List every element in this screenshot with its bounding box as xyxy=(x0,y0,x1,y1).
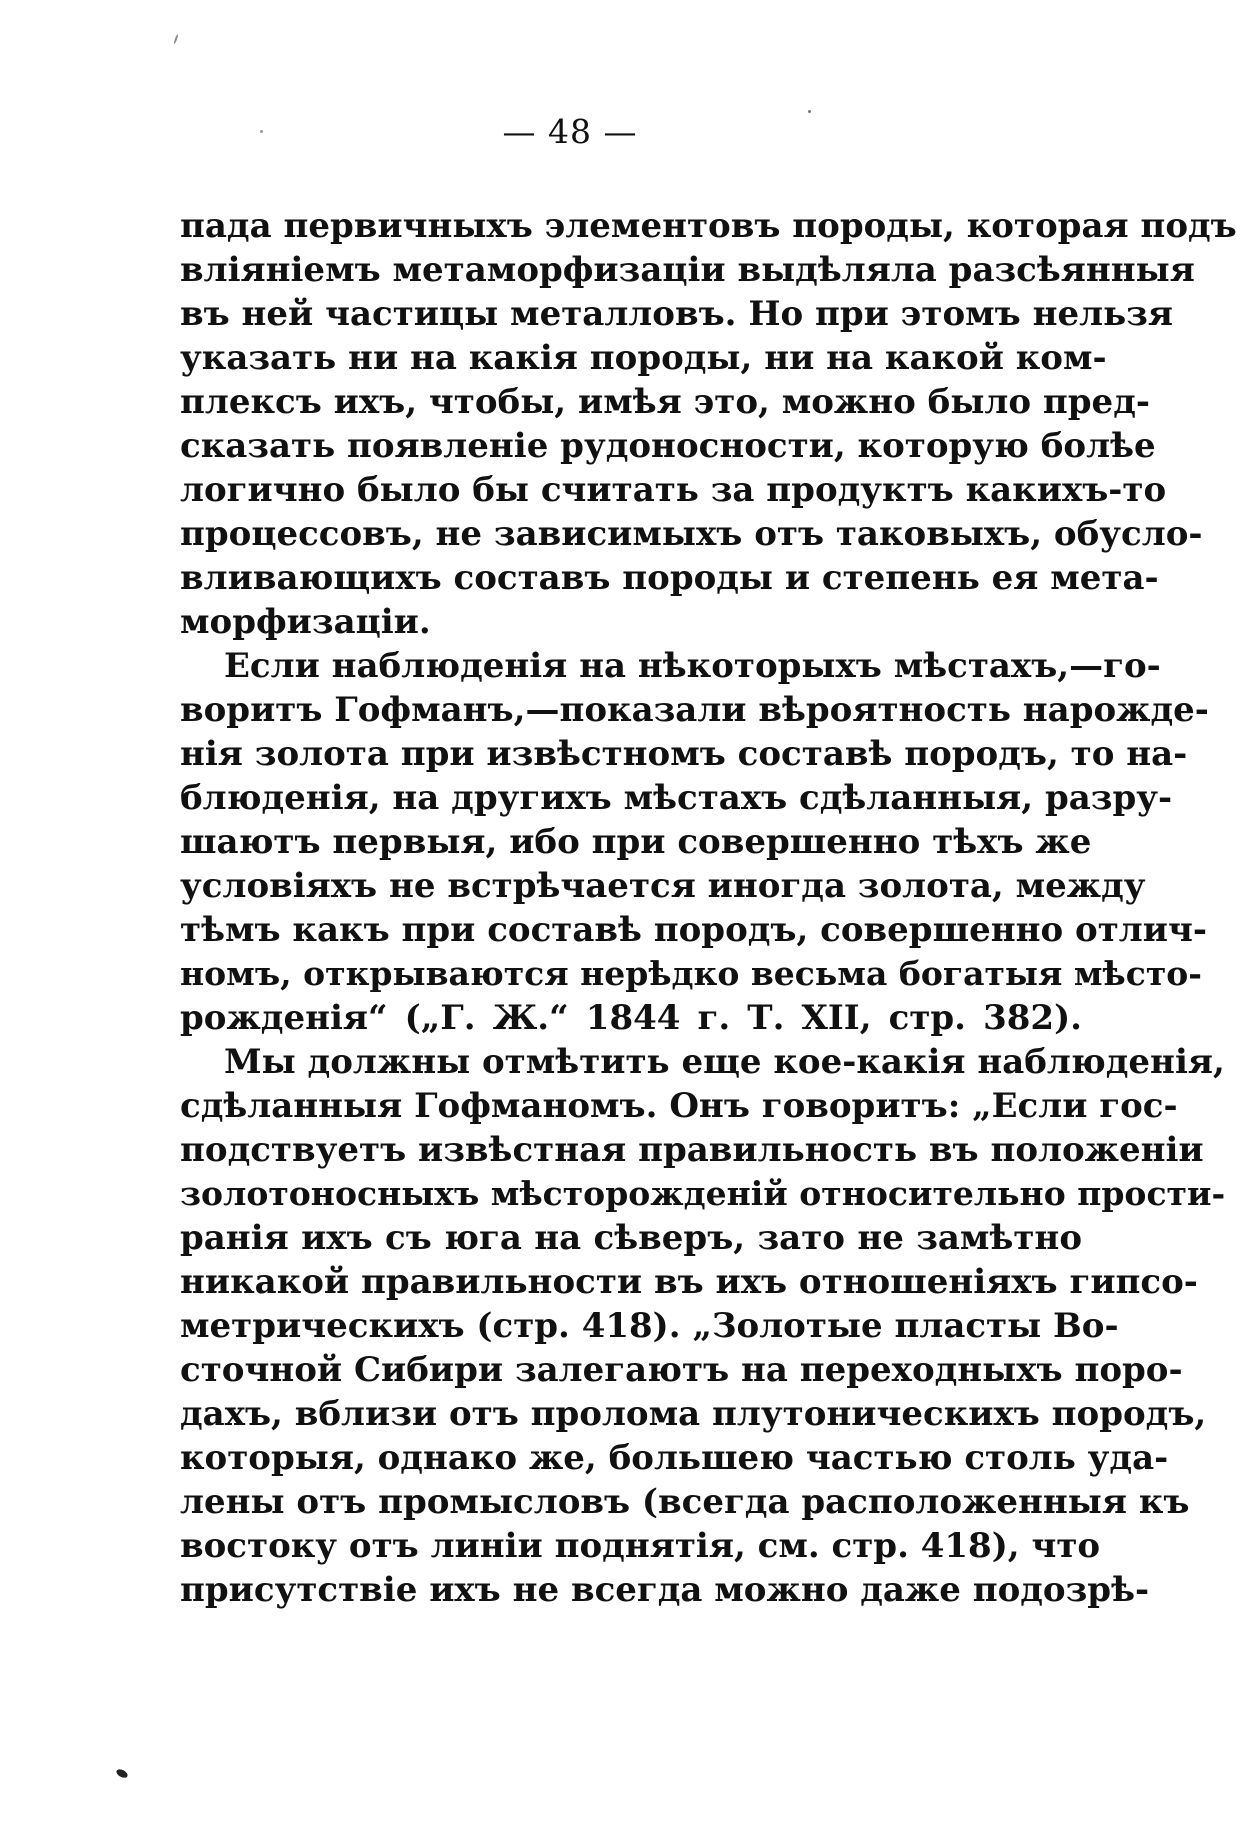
text-line: указать ни на какія породы, ни на какой ком- xyxy=(180,338,1107,378)
text-line: рожденія“ („Г. Ж.“ 1844 г. Т. XII, стр. 382). xyxy=(180,998,1082,1038)
text-line: въ ней частицы металловъ. Но при этомъ нельзя xyxy=(180,294,1173,334)
text-line: условіяхъ не встрѣчается иногда золота, между xyxy=(180,866,1146,906)
text-line: морфизаціи. xyxy=(180,602,431,642)
ink-speck xyxy=(115,1768,129,1780)
ink-speck xyxy=(260,130,263,133)
text-line: шаютъ первыя, ибо при совершенно тѣхъ же xyxy=(180,822,1092,862)
text-line: Мы должны отмѣтить еще кое-какія наблюденія, xyxy=(224,1042,1225,1082)
text-line: воритъ Гофманъ,—показали вѣроятность нарожде- xyxy=(180,690,1209,730)
text-line: золотоносныхъ мѣсторожденій относительно прости- xyxy=(180,1174,1226,1213)
text-line: метрическихъ (стр. 418). „Золотые пласты Во- xyxy=(180,1306,1119,1346)
text-line: блюденія, на другихъ мѣстахъ сдѣланныя, разру- xyxy=(180,778,1173,818)
paragraph-1 xyxy=(180,204,1237,644)
text-line: которыя, однако же, большею частью столь уда- xyxy=(180,1438,1169,1478)
text-line: логично было бы считать за продуктъ какихъ-то xyxy=(180,470,1167,510)
text-line: номъ, открываются нерѣдко весьма богатыя мѣсто- xyxy=(180,954,1202,993)
ink-speck xyxy=(173,34,178,44)
paragraph-3 xyxy=(180,1040,1226,1612)
text-line: сдѣланныя Гофманомъ. Онъ говоритъ: „Если гос- xyxy=(180,1086,1178,1126)
text-line: ранія ихъ съ юга на сѣверъ, зато не замѣтно xyxy=(180,1218,1082,1258)
text-line: процессовъ, не зависимыхъ отъ таковыхъ, обусло- xyxy=(180,514,1203,554)
paragraph-2 xyxy=(180,644,1209,1040)
text-line: пада первичныхъ элементовъ породы, которая подъ xyxy=(180,206,1237,246)
text-line: вливающихъ составъ породы и степень ея мета- xyxy=(180,558,1159,598)
body-text xyxy=(180,204,1237,1612)
text-line: никакой правильности въ ихъ отношеніяхъ гипсо- xyxy=(180,1262,1198,1302)
text-line: Если наблюденія на нѣкоторыхъ мѣстахъ,—го- xyxy=(224,646,1161,686)
text-line: присутствіе ихъ не всегда можно даже подозрѣ- xyxy=(180,1570,1150,1610)
text-line: сточной Сибири залегаютъ на переходныхъ поро- xyxy=(180,1350,1183,1390)
text-line: востоку отъ линіи поднятія, см. стр. 418), что xyxy=(180,1526,1101,1566)
text-line: сказать появленіе рудоносности, которую болѣе xyxy=(180,426,1156,466)
text-line: нія золота при извѣстномъ составѣ породъ, то на- xyxy=(180,734,1188,774)
text-line: вліяніемъ метаморфизаціи выдѣляла разсѣянныя xyxy=(180,250,1195,290)
text-line: тѣмъ какъ при составѣ породъ, совершенно отлич- xyxy=(180,910,1207,950)
text-line: подствуетъ извѣстная правильность въ положеніи xyxy=(180,1130,1204,1170)
ink-speck xyxy=(808,110,811,113)
text-line: лены отъ промысловъ (всегда расположенныя къ xyxy=(180,1482,1190,1522)
page-number: — 48 — xyxy=(502,112,638,151)
text-line: плексъ ихъ, чтобы, имѣя это, можно было пред- xyxy=(180,382,1150,422)
text-line: дахъ, вблизи отъ пролома плутоническихъ породъ, xyxy=(180,1394,1207,1434)
